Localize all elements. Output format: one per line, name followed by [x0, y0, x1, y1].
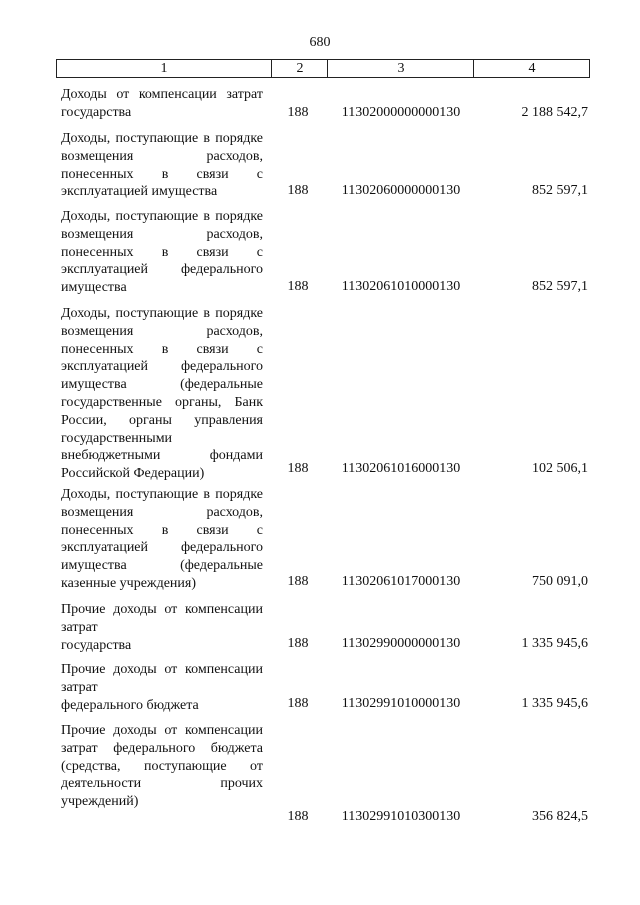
row-kbk-code: 11302991010000130: [341, 696, 461, 711]
row-kbk-code: 11302060000000130: [341, 183, 461, 198]
desc-line: внебюджетными фондами: [61, 448, 263, 464]
row-col2: 188: [287, 809, 309, 824]
desc-line: понесенных в связи с: [61, 244, 263, 260]
row-description: [61, 661, 263, 714]
desc-line: порядке возмещения расходов,: [61, 209, 263, 242]
row-description: [61, 208, 263, 297]
desc-line: Прочие доходы от: [61, 723, 186, 738]
row-col2: 188: [287, 574, 309, 589]
desc-line: государства: [61, 637, 132, 653]
desc-line: Доходы, поступающие в: [61, 306, 216, 321]
row-kbk-code: 11302061017000130: [341, 574, 461, 589]
row-description: [61, 305, 263, 483]
row-amount: 356 824,5: [532, 809, 588, 824]
desc-line: компенсации затрат: [61, 723, 263, 756]
row-amount: 1 335 945,6: [521, 696, 588, 711]
desc-line: федерального бюджета: [113, 740, 263, 756]
header-col-3: 3: [327, 60, 474, 77]
row-description: [61, 601, 263, 654]
page-number: 680: [309, 35, 331, 50]
row-col2: 188: [287, 696, 309, 711]
row-amount: 102 506,1: [532, 461, 588, 476]
desc-line: Российской Федерации): [61, 466, 205, 482]
desc-line: Доходы от компенсации затрат: [61, 87, 263, 102]
desc-line: компенсации затрат: [61, 602, 263, 635]
row-kbk-code: 11302061016000130: [341, 461, 461, 476]
desc-line: государственные органы, Банк: [61, 394, 263, 410]
desc-line: имущества: [61, 280, 127, 296]
desc-line: казенные учреждения): [61, 575, 197, 591]
desc-line: федерального бюджета: [61, 697, 199, 713]
row-amount: 1 335 945,6: [521, 636, 588, 651]
desc-line: Доходы, поступающие в: [61, 209, 216, 224]
desc-line: порядке возмещения расходов,: [61, 306, 263, 339]
table-header: [56, 59, 590, 78]
desc-line: понесенных в связи с: [61, 341, 263, 357]
row-description: [61, 722, 263, 811]
desc-line: (средства, поступающие от: [61, 758, 263, 774]
row-amount: 750 091,0: [532, 574, 588, 589]
row-amount: 2 188 542,7: [521, 105, 588, 120]
desc-line: имущества (федеральные: [61, 558, 263, 574]
header-col-2: 2: [271, 60, 328, 77]
desc-line: понесенных в связи с: [61, 166, 263, 182]
row-description: [61, 130, 263, 201]
row-col2: 188: [287, 461, 309, 476]
row-amount: 852 597,1: [532, 279, 588, 294]
desc-line: эксплуатацией федерального: [61, 262, 263, 278]
desc-line: Доходы, поступающие в: [61, 131, 216, 146]
desc-line: имущества (федеральные: [61, 377, 263, 393]
row-kbk-code: 11302990000000130: [341, 636, 461, 651]
row-description: [61, 486, 263, 593]
row-col2: 188: [287, 279, 309, 294]
desc-line: компенсации затрат: [61, 662, 263, 695]
row-description: [61, 86, 263, 122]
row-col2: 188: [287, 636, 309, 651]
desc-line: Прочие доходы от: [61, 602, 186, 617]
row-kbk-code: 11302061010000130: [341, 279, 461, 294]
desc-line: порядке возмещения расходов,: [61, 487, 263, 520]
desc-line: порядке возмещения расходов,: [61, 131, 263, 164]
desc-line: России, органы управления: [61, 412, 263, 428]
desc-line: понесенных в связи с: [61, 522, 263, 538]
row-kbk-code: 11302991010300130: [341, 809, 461, 824]
row-kbk-code: 11302000000000130: [341, 105, 461, 120]
desc-line: учреждений): [61, 794, 139, 810]
header-col-1: 1: [160, 61, 168, 76]
desc-line: государственными: [61, 430, 173, 446]
desc-line: Доходы, поступающие в: [61, 487, 216, 502]
desc-line: государства: [61, 104, 132, 120]
desc-line: эксплуатацией имущества: [61, 184, 218, 200]
header-col-4: 4: [473, 60, 590, 77]
row-amount: 852 597,1: [532, 183, 588, 198]
desc-line: эксплуатацией федерального: [61, 359, 263, 375]
desc-line: деятельности прочих: [61, 776, 263, 792]
desc-line: эксплуатацией федерального: [61, 540, 263, 556]
desc-line: Прочие доходы от: [61, 662, 186, 677]
row-col2: 188: [287, 105, 309, 120]
row-col2: 188: [287, 183, 309, 198]
